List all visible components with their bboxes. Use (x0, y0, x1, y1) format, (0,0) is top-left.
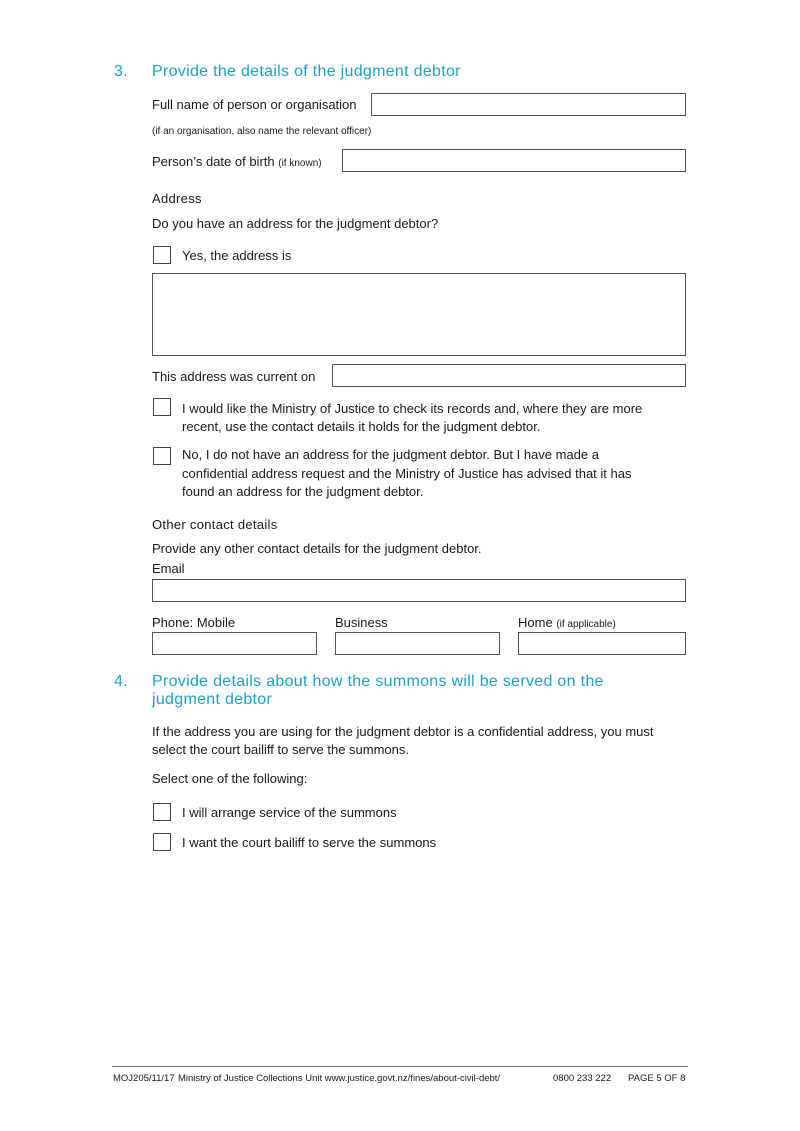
footer-divider (112, 1066, 688, 1067)
yes-address-checkbox[interactable] (153, 246, 171, 264)
section-number: 4. (114, 673, 128, 690)
footer-form-code: MOJ205/11/17 (113, 1073, 175, 1084)
court-bailiff-checkbox[interactable] (153, 833, 171, 851)
mobile-field[interactable] (152, 632, 317, 655)
other-contact-heading: Other contact details (152, 517, 278, 532)
address-field[interactable] (152, 273, 686, 356)
email-label: Email (152, 561, 185, 576)
no-address-label (182, 446, 631, 502)
current-on-field[interactable] (332, 364, 686, 387)
footer-page: PAGE 5 OF 8 (628, 1073, 686, 1084)
dob-label-text: Person’s date of birth (152, 154, 275, 169)
confidential-info (152, 723, 654, 759)
dob-label (152, 154, 322, 169)
line: I would like the Ministry of Justice to check its records and, where they are more (182, 401, 643, 416)
line: Provide details about how the summons will be served on the (152, 673, 604, 690)
arrange-service-checkbox[interactable] (153, 803, 171, 821)
business-label: Business (335, 615, 388, 630)
org-note: (if an organisation, also name the relevant officer) (152, 126, 372, 137)
dob-field[interactable] (342, 149, 686, 172)
line: found an address for the judgment debtor. (182, 484, 424, 499)
home-field[interactable] (518, 632, 686, 655)
home-label (518, 615, 616, 630)
no-address-checkbox[interactable] (153, 447, 171, 465)
full-name-field[interactable] (371, 93, 686, 116)
section-title: Provide the details of the judgment debtor (152, 63, 461, 80)
check-records-checkbox[interactable] (153, 398, 171, 416)
home-note: (if applicable) (556, 619, 616, 630)
section-number: 3. (114, 63, 128, 80)
current-on-label: This address was current on (152, 369, 316, 384)
business-field[interactable] (335, 632, 500, 655)
home-label-text: Home (518, 615, 553, 630)
line: judgment debtor (152, 691, 273, 708)
other-contact-prompt: Provide any other contact details for the judgment debtor. (152, 541, 482, 556)
yes-address-label: Yes, the address is (182, 248, 292, 263)
full-name-label: Full name of person or organisation (152, 97, 357, 112)
address-heading: Address (152, 191, 202, 206)
address-question: Do you have an address for the judgment debtor? (152, 216, 439, 231)
arrange-service-label: I will arrange service of the summons (182, 805, 397, 820)
check-records-label (182, 400, 642, 436)
court-bailiff-label: I want the court bailiff to serve the summons (182, 835, 437, 850)
line: confidential address request and the Ministry of Justice has advised that it has (182, 465, 632, 481)
footer-unit: Ministry of Justice Collections Unit www.justice.govt.nz/fines/about-civil-debt/ (178, 1073, 501, 1084)
line: No, I do not have an address for the judgment debtor. But I have made a (182, 447, 599, 462)
section-title (152, 673, 604, 709)
footer-phone: 0800 233 222 (553, 1073, 612, 1084)
dob-note: (if known) (278, 158, 322, 169)
select-prompt: Select one of the following: (152, 771, 308, 786)
mobile-label: Phone: Mobile (152, 615, 236, 630)
email-field[interactable] (152, 579, 686, 602)
line: select the court bailiff to serve the summons. (152, 742, 409, 757)
line: recent, use the contact details it holds for the judgment debtor. (182, 419, 541, 434)
line: If the address you are using for the judgment debtor is a confidential address, you must (152, 724, 654, 739)
